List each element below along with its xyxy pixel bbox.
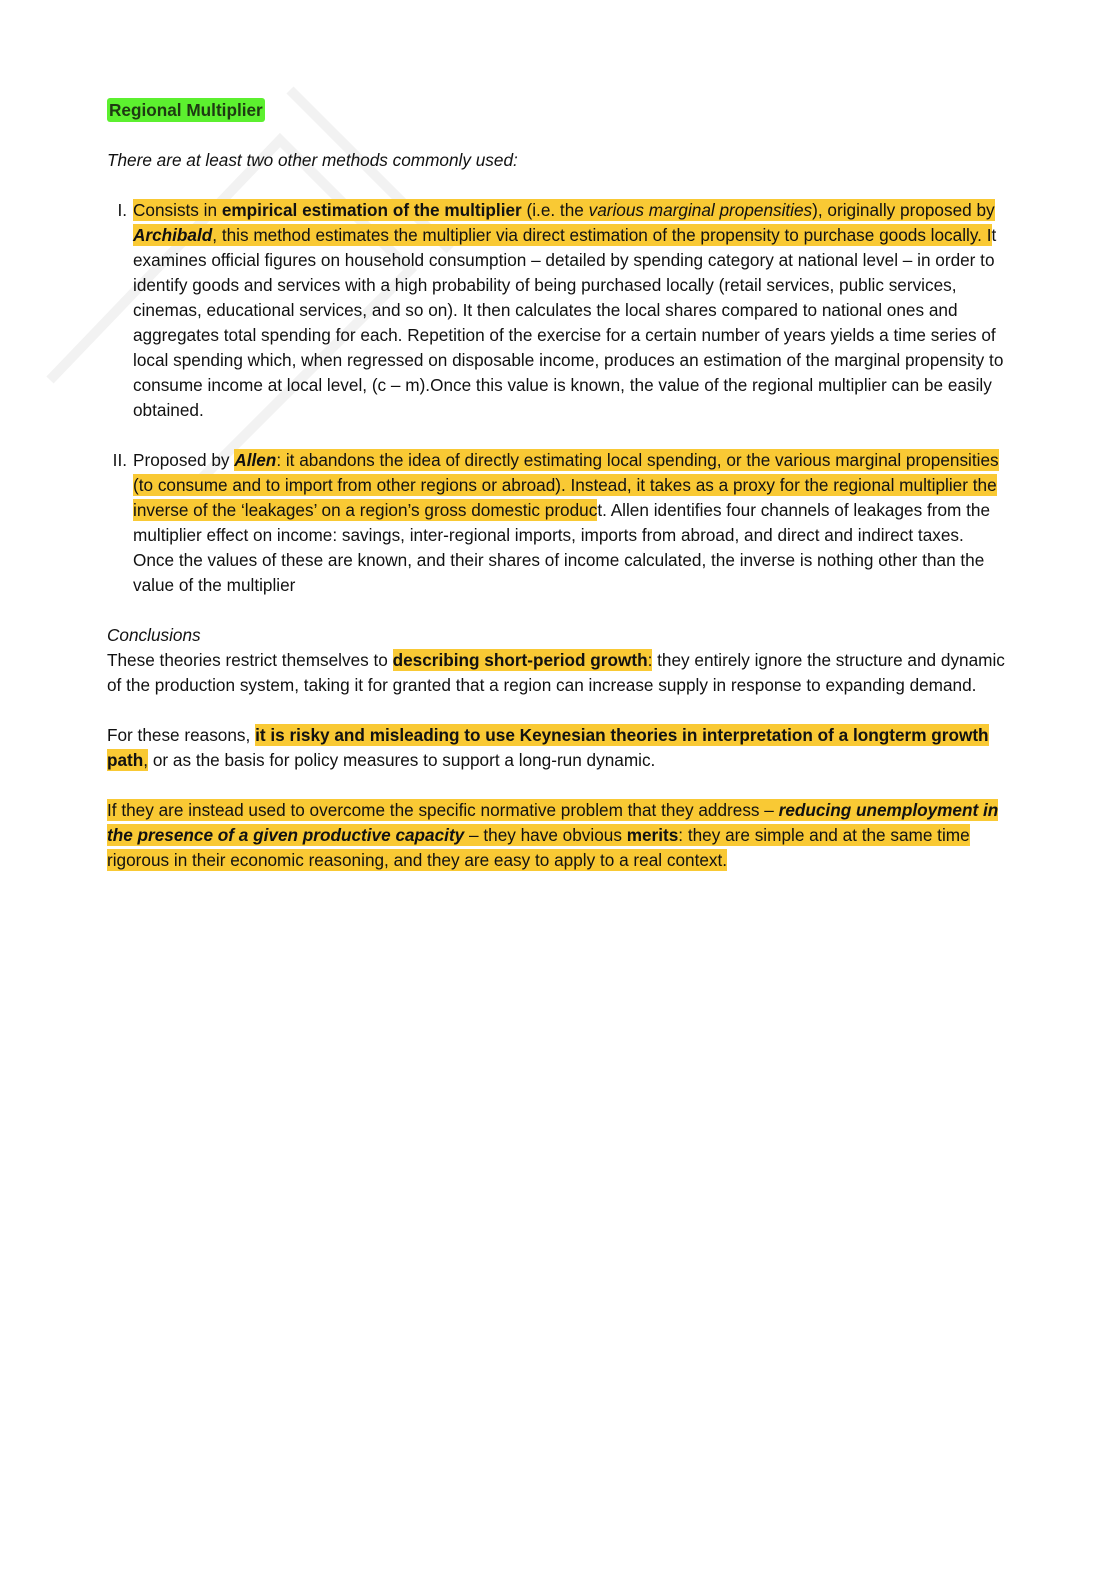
text-run: t examines official figures on household consumption – detailed by spending category at national level – in order to identify goods and services with a high probability of being purchased locally (retail services, public services, cinemas, educational services, and so on). It then calculates the local shares compared to national ones and aggregates total spending for each. Repetition of the exercise for a certain number of years yields a time series of local spending which, when regressed on disposable income, produces an estimation of the marginal propensity to consume income at local level, (c – m).Once this value is known, the value of the regional multiplier can be easily obtained. [133, 225, 1004, 420]
text-run: Consists in [133, 200, 222, 220]
text-run: – they have obvious [464, 825, 627, 845]
text-run: , this method estimates the multiplier via direct estimation of the propensity to purchase goods locally. I [212, 225, 992, 245]
document-body [107, 96, 1007, 873]
bold-italic-text: Allen [234, 450, 277, 470]
italic-text: various marginal propensities [588, 200, 813, 220]
conclusions-paragraph [107, 648, 1007, 698]
list-item-archibald [107, 198, 1007, 423]
conclusions-heading: Conclusions [107, 625, 201, 645]
highlighted-text [393, 649, 653, 671]
spacer [107, 598, 1007, 623]
bold-text: empirical estimation of the multiplier [221, 200, 522, 220]
text-run: If they are instead used to overcome the specific normative problem that they address – [107, 800, 779, 820]
text-run: These theories restrict themselves to [107, 650, 393, 670]
bold-text: it is risky and misleading to use Keynesian theories in interpretation of a longterm growth path [107, 725, 989, 770]
bold-text: merits [626, 825, 679, 845]
spacer [107, 698, 1007, 723]
list-item-allen [107, 448, 1007, 598]
bold-text: describing short-period growth [392, 650, 648, 670]
list-item-number: II. [112, 450, 127, 470]
list-item-text [133, 198, 1007, 423]
spacer [107, 773, 1007, 798]
text-run: ), originally proposed by [812, 200, 995, 220]
text-run: For these reasons, [107, 725, 256, 745]
intro-line: There are at least two other methods commonly used: [107, 150, 518, 170]
text-run: t. Allen identifies four channels of leakages from the multiplier effect on income: savings, inter-regional imports, imports from abroad, and direct and indirect taxes. Once the values of these are known, and their shares of income calculated, the inverse is nothing other than the value of the multiplier [133, 500, 991, 595]
text-run: (i.e. the [521, 200, 589, 220]
text-run: : [647, 650, 653, 670]
title-row [107, 98, 1007, 123]
highlighted-text [107, 799, 998, 871]
text-run: or as the basis for policy measures to support a long-run dynamic. [148, 750, 656, 770]
bold-italic-text: Archibald [133, 225, 213, 245]
text-run: : they are simple and at the same time rigorous in their economic reasoning, and they are easy to apply to a real context. [107, 825, 970, 870]
reasons-paragraph [107, 723, 1007, 773]
highlighted-text [133, 199, 995, 246]
bold-italic-text: reducing unemployment in the presence of a given productive capacity [107, 800, 999, 845]
text-run: they entirely ignore the structure and dynamic of the production system, taking it for granted that a region can increase supply in response to expanding demand. [107, 650, 1005, 695]
merits-paragraph [107, 798, 1007, 873]
page-title: Regional Multiplier [109, 100, 263, 120]
list-item-number: I. [117, 200, 127, 220]
text-run: , [143, 750, 149, 770]
text-run: : it abandons the idea of directly estimating local spending, or the various marginal propensities (to consume and to import from other regions or abroad). Instead, it takes as a proxy for the regional multiplier the inverse of the ‘leakages’ on a region’s gross domestic produc [133, 450, 999, 520]
text-run: Proposed by [133, 450, 235, 470]
list-item-text [133, 448, 1007, 598]
methods-list [107, 198, 1007, 598]
